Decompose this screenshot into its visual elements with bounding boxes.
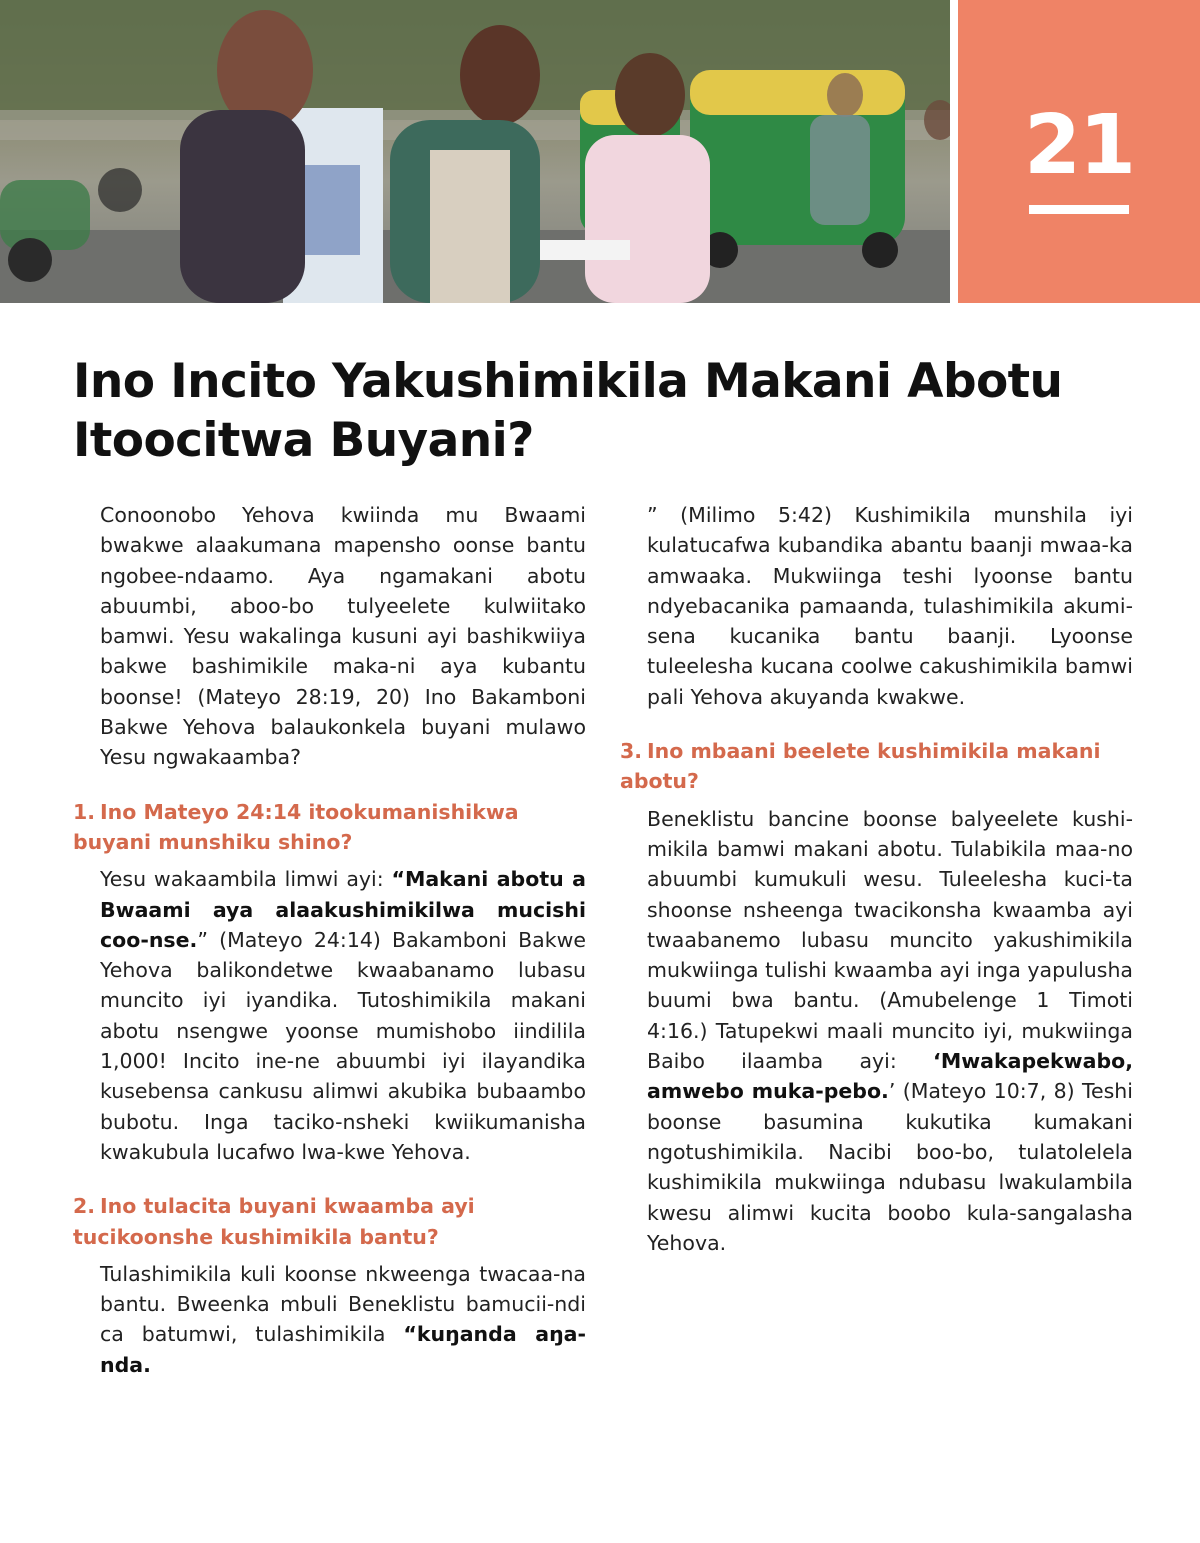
question-heading [73, 1191, 586, 1252]
question-number: 1. [73, 799, 96, 824]
lesson-number-rule [1029, 205, 1129, 214]
answer-paragraph [100, 1259, 586, 1380]
left-column [73, 500, 587, 1380]
title-line-1: Ino Incito Yakushimikila Makani Abotu [73, 354, 1063, 409]
question-text: Ino mbaani beelete kushimikila makani abotu? [620, 739, 1101, 794]
question-text: Ino tulacita buyani kwaamba ayi tucikoonshe kushimikila bantu? [73, 1194, 475, 1249]
intro-paragraph: Conoonobo Yehova kwiinda mu Bwaami bwakwe alaakumana mapensho oonse bantu ngobee-ndaamo. Aya ngamakani abotu abuumbi, aboo-bo tulyeelete kulwiitako bamwi. Yesu wakalinga kusuni ayi bashikwiiya bakwe bashimikile maka-ni aya kubantu boonse! (Mateyo 28:19, 20) Ino Bakamboni Bakwe Yehova balaukonkela buyani mulawo Yesu ngwakaamba? [100, 503, 586, 770]
answer-text: Beneklistu bancine boonse balyeelete kushi-mikila bamwi makani abotu. Tulabikila maa-no abuumbi kumukuli wesu. Tuleelesha kuci-ta shoonse nsheenga twacikonsha kwaamba ayi twaabanemo lubasu muncito yakushimikila mukwiinga tulishi kwaamba ayi inga yapulusha buumi bwa bantu. (Amubelenge 1 Timoti 4:16.) Tatupekwi maali muncito iyi, mukwiinga Baibo ilaamba ayi: [647, 806, 1133, 1074]
answer-text: ’ (Mateyo 10:7, 8) Teshi boonse basumina kukutika kumakani ngotushimikila. Nacibi boo-bo, tulatolelela kushimikila mukwiinga ndubasu lwakulambila kwesu alimwi kucita boobo kula-sangalasha Yehova. [647, 1079, 1133, 1255]
answer-paragraph [100, 864, 586, 1167]
question-heading [620, 736, 1133, 797]
lesson-number-block [958, 0, 1200, 303]
right-column [620, 500, 1133, 1258]
question-text: Ino Mateyo 24:14 itookumanishikwa buyani munshiku shino? [73, 799, 519, 854]
page-title [73, 352, 1133, 470]
scripture-quote: “kuŋanda aŋa-nda. [100, 1322, 587, 1377]
answer-text: Yesu wakaambila limwi ayi: [100, 867, 392, 892]
scripture-quote: ‘Mwakapekwabo, amwebo muka-pebo. [647, 1049, 1133, 1104]
answer-paragraph [647, 804, 1133, 1258]
answer-continuation: ” (Milimo 5:42) Kushimikila munshila iyi kulatucafwa kubandika abantu baanji mwaa-ka amwaaka. Mukwiinga teshi lyoonse bantu ndyebacanika pamaanda, tulashimikila akumi-sena kucanika bantu baanji. Lyoonse tuleelesha kucana coolwe cakushimikila bamwi pali Yehova akuyanda kwakwe. [647, 503, 1133, 709]
title-line-2: Itoocitwa Buyani? [73, 413, 534, 468]
street-scene-illustration [0, 0, 950, 303]
answer-text: Tulashimikila kuli koonse nkweenga twacaa-na bantu. Bweenka mbuli Beneklistu bamucii-ndi ca batumwi, tulashimikila [100, 1261, 586, 1347]
hero-photo [0, 0, 950, 303]
question-heading [73, 797, 586, 858]
answer-text: ” (Mateyo 24:14) Bakamboni Bakwe Yehova balikondetwe kwaabanamo lubasu muncito iyi iyandika. Tutoshimikila makani abotu nsengwe yoonse mumishobo iindilila 1,000! Incito ine-ne abuumbi iyi ilayandika kusebensa cankusu alimwi akubika bubaambo bubotu. Inga taciko-nsheki kwiikumanisha kwakubula lucafwo lwa-kwe Yehova. [100, 927, 586, 1164]
question-number: 2. [73, 1194, 96, 1219]
scripture-quote: “Makani abotu a Bwaami aya alaakushimikilwa mucishi coo-nse. [100, 867, 587, 952]
lesson-number: 21 [1023, 98, 1135, 193]
question-number: 3. [620, 739, 643, 764]
